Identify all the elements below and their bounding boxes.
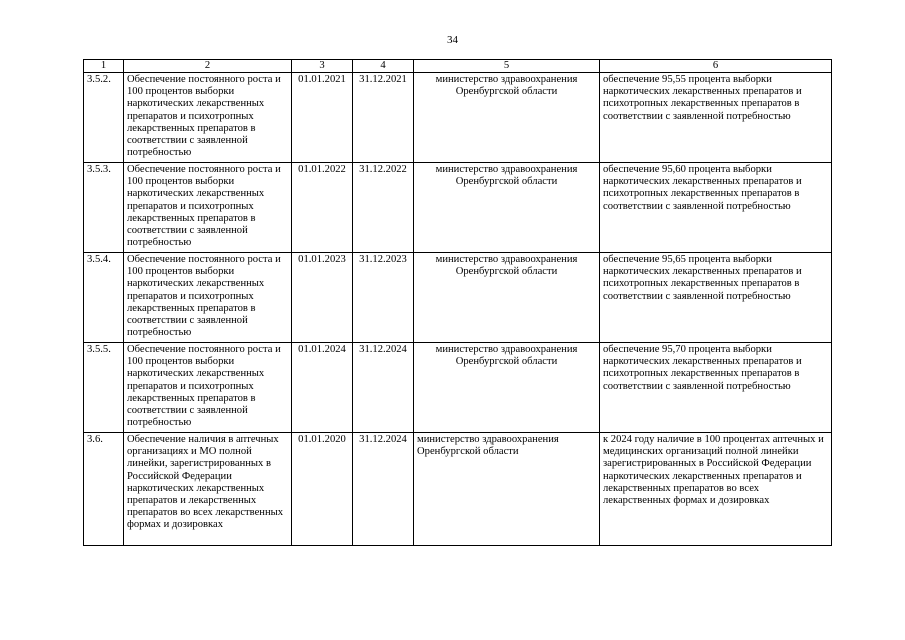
- row-responsible: министерство здравоохранения Оренбургской области: [414, 433, 600, 546]
- column-header-result: 6: [600, 60, 832, 73]
- row-result: обеспечение 95,65 процента выборки наркотических лекарственных препаратов и психотропных лекарственных препаратов в соответствии с заявленной потребностью: [600, 253, 832, 343]
- row-end-date: 31.12.2022: [353, 163, 414, 253]
- row-description: Обеспечение постоянного роста и 100 процентов выборки наркотических лекарственных препаратов и психотропных лекарственных препаратов в соответствии с заявленной потребностью: [124, 163, 292, 253]
- row-description: Обеспечение постоянного роста и 100 процентов выборки наркотических лекарственных препаратов и психотропных лекарственных препаратов в соответствии с заявленной потребностью: [124, 73, 292, 163]
- row-description: Обеспечение постоянного роста и 100 процентов выборки наркотических лекарственных препаратов и психотропных лекарственных препаратов в соответствии с заявленной потребностью: [124, 343, 292, 433]
- row-end-date: 31.12.2023: [353, 253, 414, 343]
- table-row: [84, 343, 832, 433]
- row-start-date: 01.01.2022: [292, 163, 353, 253]
- row-result: обеспечение 95,70 процента выборки наркотических лекарственных препаратов и психотропных лекарственных препаратов в соответствии с заявленной потребностью: [600, 343, 832, 433]
- measures-table: [83, 59, 832, 546]
- row-start-date: 01.01.2021: [292, 73, 353, 163]
- column-header-responsible: 5: [414, 60, 600, 73]
- row-end-date: 31.12.2024: [353, 343, 414, 433]
- row-responsible: министерство здравоохранения Оренбургской области: [414, 73, 600, 163]
- table-row: [84, 163, 832, 253]
- row-result: к 2024 году наличие в 100 процентах аптечных и медицинских организаций полной линейки зарегистрированных в Российской Федерации наркотических лекарственных препаратов и лекарственных препаратов во всех лекарственных формах и дозировках: [600, 433, 832, 546]
- table-header-row: [84, 60, 832, 73]
- row-description: Обеспечение постоянного роста и 100 процентов выборки наркотических лекарственных препаратов и психотропных лекарственных препаратов в соответствии с заявленной потребностью: [124, 253, 292, 343]
- column-header-start-date: 3: [292, 60, 353, 73]
- column-header-description: 2: [124, 60, 292, 73]
- row-number: 3.6.: [84, 433, 124, 546]
- row-number: 3.5.3.: [84, 163, 124, 253]
- row-end-date: 31.12.2024: [353, 433, 414, 546]
- row-number: 3.5.4.: [84, 253, 124, 343]
- column-header-end-date: 4: [353, 60, 414, 73]
- row-start-date: 01.01.2024: [292, 343, 353, 433]
- table-row: [84, 253, 832, 343]
- row-end-date: 31.12.2021: [353, 73, 414, 163]
- page-number: 34: [447, 34, 458, 46]
- row-result: обеспечение 95,55 процента выборки наркотических лекарственных препаратов и психотропных лекарственных препаратов в соответствии с заявленной потребностью: [600, 73, 832, 163]
- table-row: [84, 73, 832, 163]
- row-responsible: министерство здравоохранения Оренбургской области: [414, 253, 600, 343]
- row-responsible: министерство здравоохранения Оренбургской области: [414, 163, 600, 253]
- table-row: [84, 433, 832, 546]
- row-start-date: 01.01.2023: [292, 253, 353, 343]
- row-number: 3.5.5.: [84, 343, 124, 433]
- row-responsible: министерство здравоохранения Оренбургской области: [414, 343, 600, 433]
- row-description: Обеспечение наличия в аптечных организациях и МО полной линейки, зарегистрированных в Российской Федерации наркотических лекарственных препаратов и лекарственных препаратов во всех лекарственных формах и дозировках: [124, 433, 292, 546]
- row-result: обеспечение 95,60 процента выборки наркотических лекарственных препаратов и психотропных лекарственных препаратов в соответствии с заявленной потребностью: [600, 163, 832, 253]
- row-number: 3.5.2.: [84, 73, 124, 163]
- row-start-date: 01.01.2020: [292, 433, 353, 546]
- column-header-number: 1: [84, 60, 124, 73]
